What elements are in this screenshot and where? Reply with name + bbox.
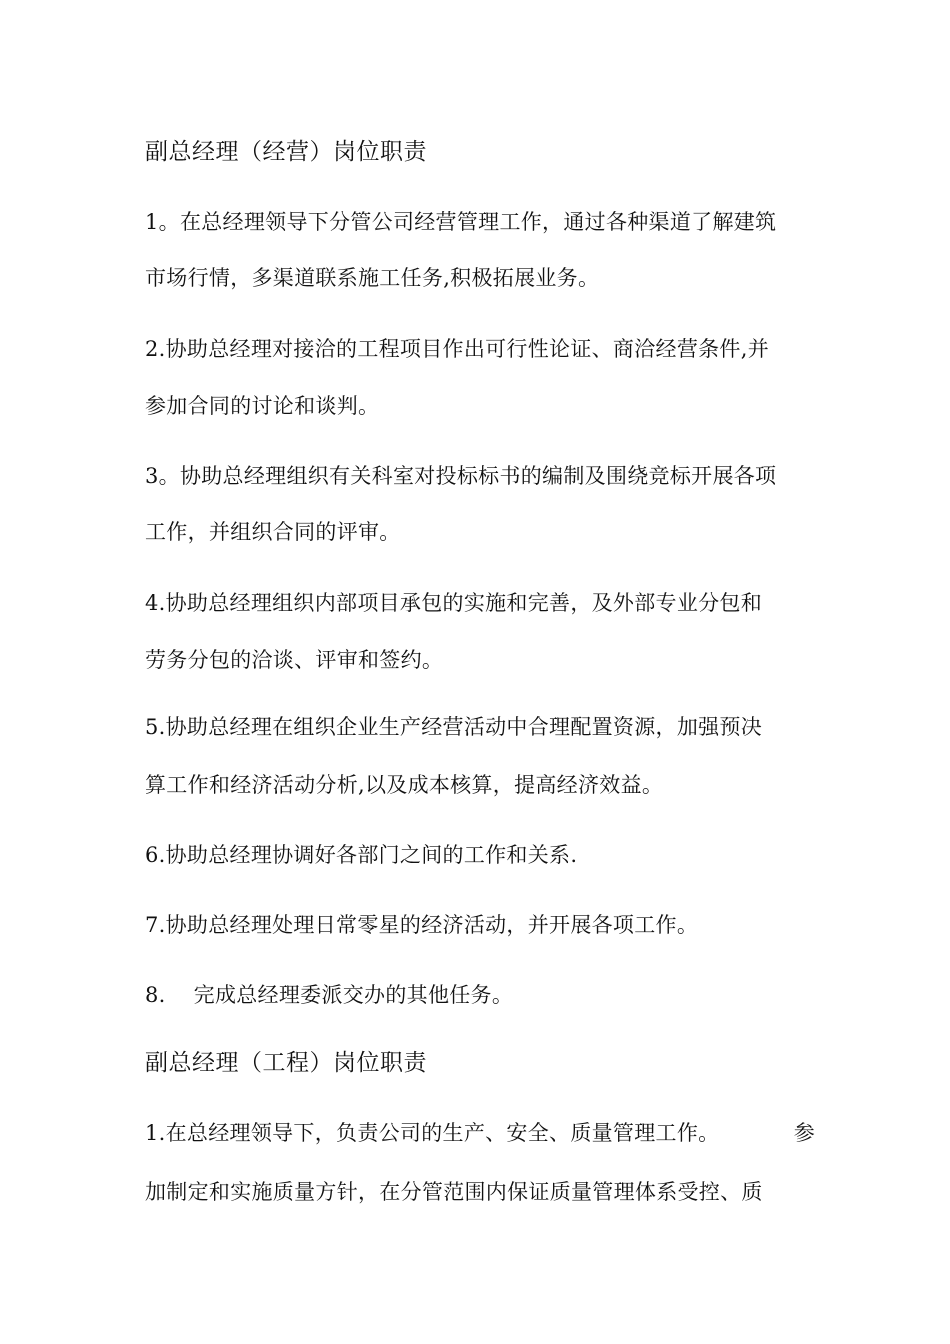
section-title-engineering: 副总经理（工程）岗位职责 (145, 1050, 427, 1076)
list-item-7: 7.协助总经理处理日常零星的经济活动，并开展各项工作。 (145, 913, 699, 937)
list-item-2-line-1: 2.协助总经理对接洽的工程项目作出可行性论证、商洽经营条件,并 (145, 337, 770, 361)
list-item-1-line-1 (145, 207, 815, 237)
list-item-4-line-2: 劳务分包的洽谈、评审和签约。 (145, 648, 444, 672)
list-item-3-line-1: 3。协助总经理组织有关科室对投标标书的编制及围绕竞标开展各项 (145, 464, 777, 488)
list-item-1-line-2: 加制定和实施质量方针，在分管范围内保证质量管理体系受控、质 (145, 1180, 763, 1204)
list-item-5-line-1: 5.协助总经理在组织企业生产经营活动中合理配置资源，加强预决 (145, 715, 763, 739)
list-item-text-continuation: 参 (793, 1121, 815, 1145)
list-item-1-line-2: 市场行情，多渠道联系施工任务,积极拓展业务。 (145, 266, 600, 290)
list-item-number: 8. (145, 983, 166, 1007)
list-item-1-line-1 (145, 1118, 815, 1148)
list-item-3-line-2: 工作，并组织合同的评审。 (145, 520, 401, 544)
list-item-text: 完成总经理委派交办的其他任务。 (193, 983, 514, 1007)
list-item-5-line-2: 算工作和经济活动分析,以及成本核算，提高经济效益。 (145, 773, 664, 797)
list-item-6: 6.协助总经理协调好各部门之间的工作和关系. (145, 843, 578, 867)
list-item-text: 1。在总经理领导下分管公司经营管理工作，通过各种渠道了解建筑 (145, 210, 777, 234)
list-item-2-line-2: 参加合同的讨论和谈判。 (145, 394, 380, 418)
section-title-operations: 副总经理（经营）岗位职责 (145, 139, 427, 165)
list-item-4-line-1: 4.协助总经理组织内部项目承包的实施和完善，及外部专业分包和 (145, 591, 763, 615)
list-item-text: 1.在总经理领导下，负责公司的生产、安全、质量管理工作。 (145, 1121, 720, 1145)
list-item-8 (145, 980, 815, 1010)
